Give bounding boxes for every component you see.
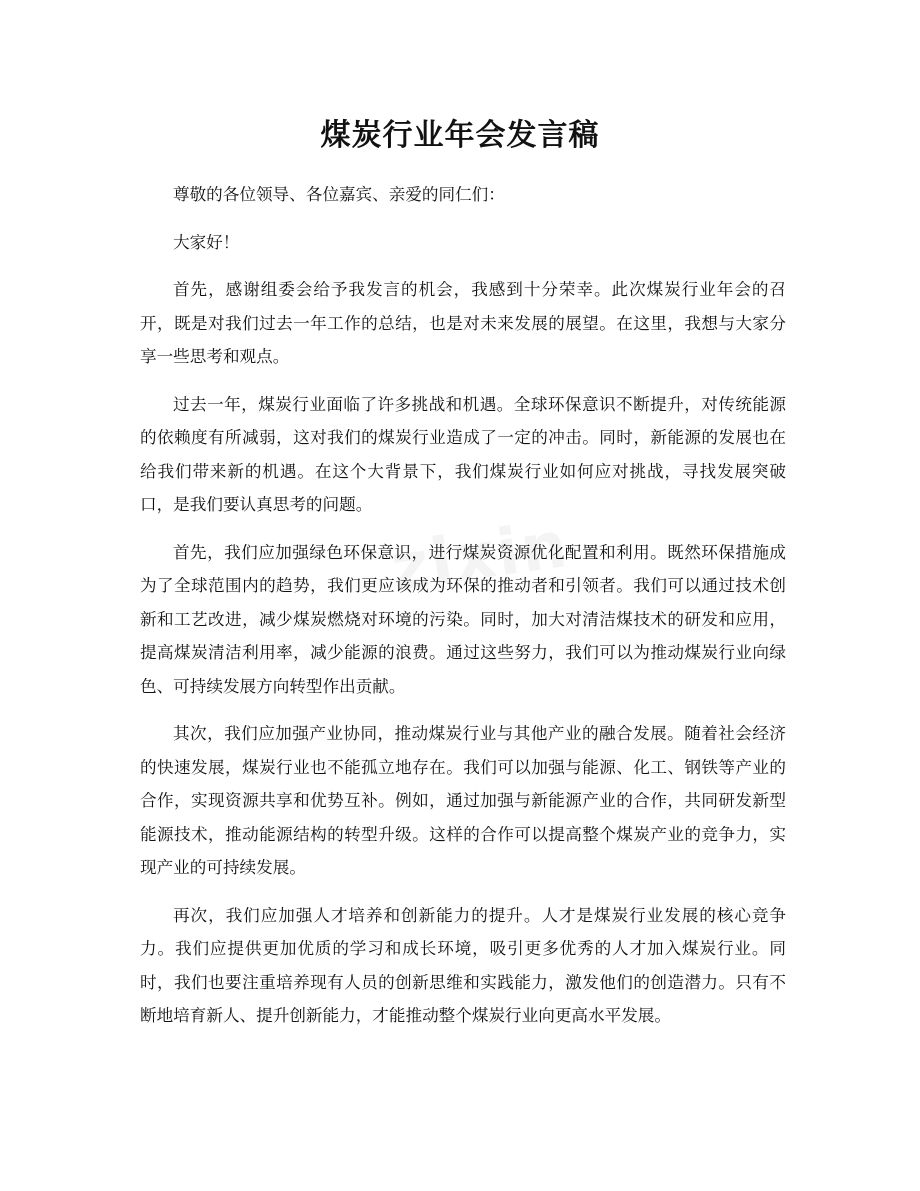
body-paragraph: 过去一年，煤炭行业面临了许多挑战和机遇。全球环保意识不断提升，对传统能源的依赖度有所减弱，这对我们的煤炭行业造成了一定的冲击。同时，新能源的发展也在给我们带来新的机遇。在这个大背景下，我们煤炭行业如何应对挑战，寻找发展突破口，是我们要认真思考的问题。 [140,394,786,514]
body-paragraph: 首先，我们应加强绿色环保意识，进行煤炭资源优化配置和利用。既然环保措施成为了全球范围内的趋势，我们更应该成为环保的推动者和引领者。我们可以通过技术创新和工艺改进，减少煤炭燃烧对环境的污染。同时，加大对清洁煤技术的研发和应用，提高煤炭清洁利用率，减少能源的浪费。通过这些努力，我们可以为推动煤炭行业向绿色、可持续发展方向转型作出贡献。 [140,542,786,696]
page-title: 煤炭行业年会发言稿 [320,118,600,153]
body-paragraph: 再次，我们应加强人才培养和创新能力的提升。人才是煤炭行业发展的核心竞争力。我们应提供更加优质的学习和成长环境，吸引更多优秀的人才加入煤炭行业。同时，我们也要注重培养现有人员的创新思维和实践能力，激发他们的创造潜力。只有不断地培育新人、提升创新能力，才能推动整个煤炭行业向更高水平发展。 [140,905,786,1025]
salutation-paragraph: 尊敬的各位领导、各位嘉宾、亲爱的同仁们： [173,185,505,204]
body-paragraph: 首先，感谢组委会给予我发言的机会，我感到十分荣幸。此次煤炭行业年会的召开，既是对我们过去一年工作的总结，也是对未来发展的展望。在这里，我想与大家分享一些思考和观点。 [140,280,786,366]
document-body [140,178,786,1047]
greeting-paragraph: 大家好！ [173,232,240,252]
body-paragraph: 其次，我们应加强产业协同，推动煤炭行业与其他产业的融合发展。随着社会经济的快速发展，煤炭行业也不能孤立地存在。我们可以加强与能源、化工、钢铁等产业的合作，实现资源共享和优势互补。例如，通过加强与新能源产业的合作，共同研发新型能源技术，推动能源结构的转型升级。这样的合作可以提高整个煤炭产业的竞争力，实现产业的可持续发展。 [140,724,786,877]
